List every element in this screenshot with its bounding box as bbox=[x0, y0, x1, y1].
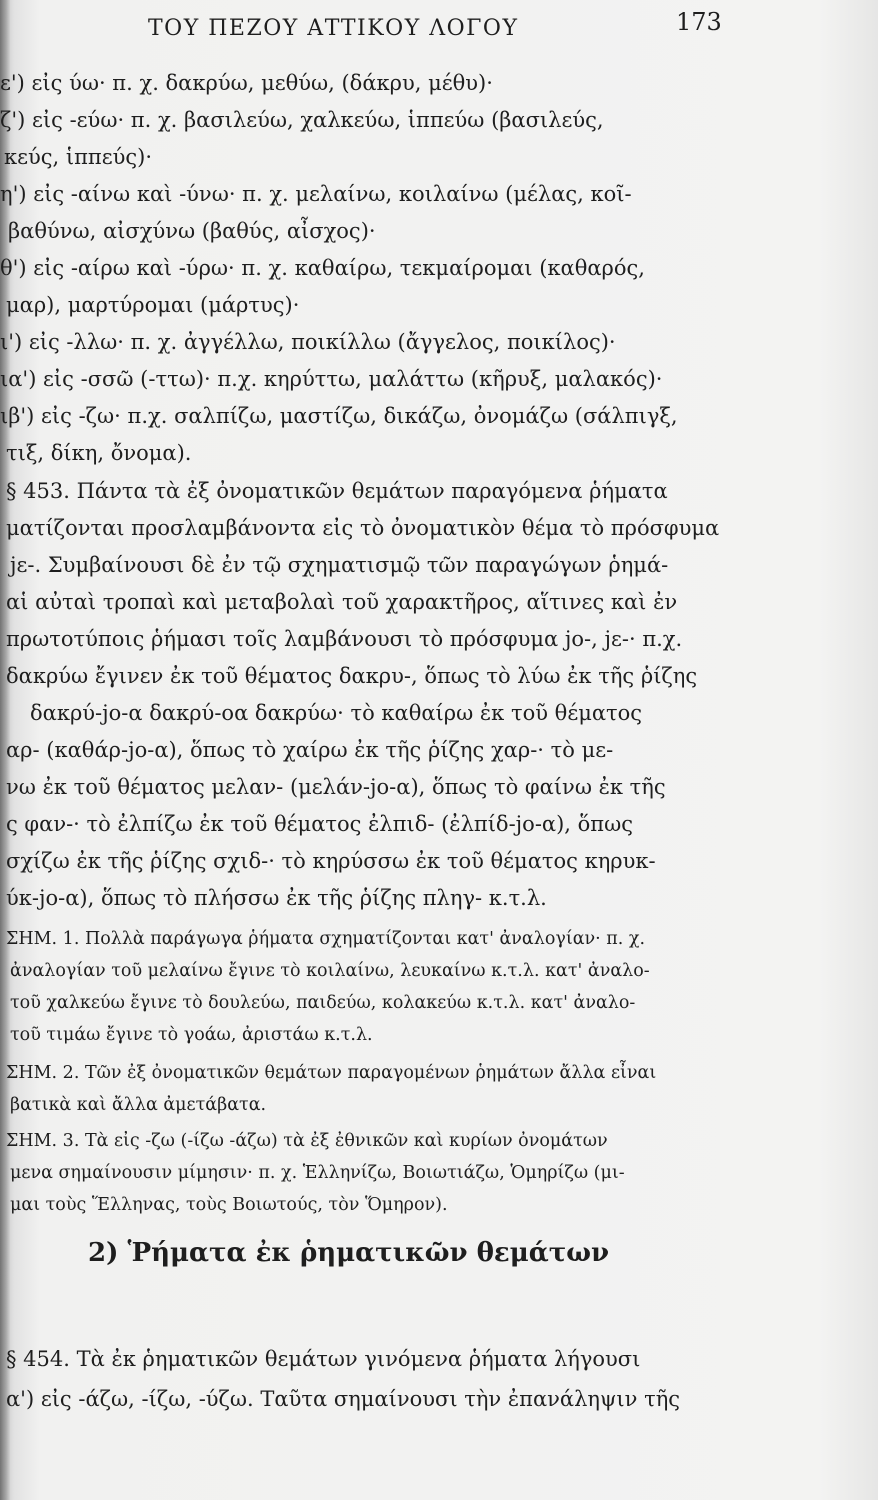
note-line: ΣΗΜ. 2. Τῶν ἐξ ὀνοματικῶν θεμάτων παραγομένων ῥημάτων ἄλλα εἶναι bbox=[6, 1063, 657, 1083]
text-line: αρ- (καθάρ-jο-α), ὅπως τὸ χαίρω ἐκ τῆς ῥίζης χαρ-· τὸ με- bbox=[6, 738, 614, 762]
text-line: jε-. Συμβαίνουσι δὲ ἐν τῷ σχηματισμῷ τῶν παραγώγων ῥημά- bbox=[10, 553, 669, 577]
note-line: βατικὰ καὶ ἄλλα ἀμετάβατα. bbox=[10, 1095, 267, 1115]
text-line: πρωτοτύποις ῥήμασι τοῖς λαμβάνουσι τὸ πρόσφυμα jο-, jε-· π.χ. bbox=[6, 627, 683, 651]
text-line: αἱ αὐταὶ τροπαὶ καὶ μεταβολαὶ τοῦ χαρακτῆρος, αἵτινες καὶ ἐν bbox=[6, 590, 678, 614]
note-line: ἀναλογίαν τοῦ μελαίνω ἔγινε τὸ κοιλαίνω, λευκαίνω κ.τ.λ. κατ' ἀναλο- bbox=[10, 961, 650, 981]
text-line: μαρ), μαρτύρομαι (μάρτυς)· bbox=[6, 293, 300, 317]
text-line: ιβ') εἰς -ζω· π.χ. σαλπίζω, μαστίζω, δικάζω, ὀνομάζω (σάλπιγξ, bbox=[0, 404, 678, 428]
note-line: μενα σημαίνουσιν μίμησιν· π. χ. Ἑλληνίζω, Βοιωτιάζω, Ὁμηρίζω (μι- bbox=[10, 1163, 625, 1183]
text-line: § 454. Τὰ ἐκ ῥηματικῶν θεμάτων γινόμενα ῥήματα λήγουσι bbox=[6, 1347, 641, 1371]
text-line: κεύς, ἱππεύς)· bbox=[4, 145, 152, 169]
section-heading: 2) Ῥήματα ἐκ ῥηματικῶν θεμάτων bbox=[88, 1238, 610, 1268]
text-line: βαθύνω, αἰσχύνω (βαθύς, αἶσχος)· bbox=[8, 219, 376, 243]
text-line: § 453. Πάντα τὰ ἐξ ὀνοματικῶν θεμάτων παραγόμενα ῥήματα bbox=[6, 479, 668, 503]
text-line: ι') εἰς -λλω· π. χ. ἀγγέλλω, ποικίλλω (ἄγγελος, ποικίλος)· bbox=[0, 330, 616, 354]
note-line: ΣΗΜ. 1. Πολλὰ παράγωγα ῥήματα σχηματίζονται κατ' ἀναλογίαν· π. χ. bbox=[6, 929, 646, 949]
note-line: τοῦ τιμάω ἔγινε τὸ γοάω, ἀριστάω κ.τ.λ. bbox=[10, 1025, 373, 1045]
page-number: 173 bbox=[676, 8, 722, 36]
text-line: α') εἰς -άζω, -ίζω, -ύζω. Ταῦτα σημαίνουσι τὴν ἐπανάληψιν τῆς bbox=[6, 1387, 681, 1411]
text-line: ε') εἰς ύω· π. χ. δακρύω, μεθύω, (δάκρυ, μέθυ)· bbox=[0, 71, 493, 95]
note-line: τοῦ χαλκεύω ἔγινε τὸ δουλεύω, παιδεύω, κολακεύω κ.τ.λ. κατ' ἀναλο- bbox=[10, 993, 636, 1013]
text-line: δακρύω ἔγινεν ἐκ τοῦ θέματος δακρυ-, ὅπως τὸ λύω ἐκ τῆς ῥίζης bbox=[6, 664, 698, 688]
running-head: ΤΟΥ ΠΕΖΟΥ ΑΤΤΙΚΟΥ ΛΟΓΟΥ bbox=[148, 16, 519, 41]
text-line: ύκ-jο-α), ὅπως τὸ πλήσσω ἐκ τῆς ῥίζης πληγ- κ.τ.λ. bbox=[6, 886, 547, 910]
page-header bbox=[0, 8, 878, 48]
text-line: ζ') εἰς -εύω· π. χ. βασιλεύω, χαλκεύω, ἱππεύω (βασιλεύς, bbox=[0, 108, 604, 132]
text-line: τιξ, δίκη, ὄνομα). bbox=[6, 441, 192, 465]
text-line: ς φαν-· τὸ ἐλπίζω ἐκ τοῦ θέματος ἐλπιδ- (ἐλπίδ-jο-α), ὅπως bbox=[6, 812, 633, 836]
text-line: σχίζω ἐκ τῆς ῥίζης σχιδ-· τὸ κηρύσσω ἐκ τοῦ θέματος κηρυκ- bbox=[6, 849, 656, 873]
note-line: ΣΗΜ. 3. Τὰ εἰς -ζω (-ίζω -άζω) τὰ ἐξ ἐθνικῶν καὶ κυρίων ὀνομάτων bbox=[6, 1131, 608, 1151]
text-line: ματίζονται προσλαμβάνοντα εἰς τὸ ὀνοματικὸν θέμα τὸ πρόσφυμα bbox=[6, 516, 720, 540]
text-line: θ') εἰς -αίρω καὶ -ύρω· π. χ. καθαίρω, τεκμαίρομαι (καθαρός, bbox=[0, 256, 645, 280]
text-line: δακρύ-jο-α δακρύ-οα δακρύω· τὸ καθαίρω ἐκ τοῦ θέματος bbox=[30, 701, 643, 725]
note-line: μαι τοὺς Ἕλληνας, τοὺς Βοιωτούς, τὸν Ὅμηρον). bbox=[10, 1195, 448, 1215]
text-line: νω ἐκ τοῦ θέματος μελαν- (μελάν-jο-α), ὅπως τὸ φαίνω ἐκ τῆς bbox=[6, 775, 666, 799]
text-line: ια') εἰς -σσῶ (-ττω)· π.χ. κηρύττω, μαλάττω (κῆρυξ, μαλακός)· bbox=[0, 367, 663, 391]
text-line: η') εἰς -αίνω καὶ -ύνω· π. χ. μελαίνω, κοιλαίνω (μέλας, κοῖ- bbox=[0, 182, 632, 206]
